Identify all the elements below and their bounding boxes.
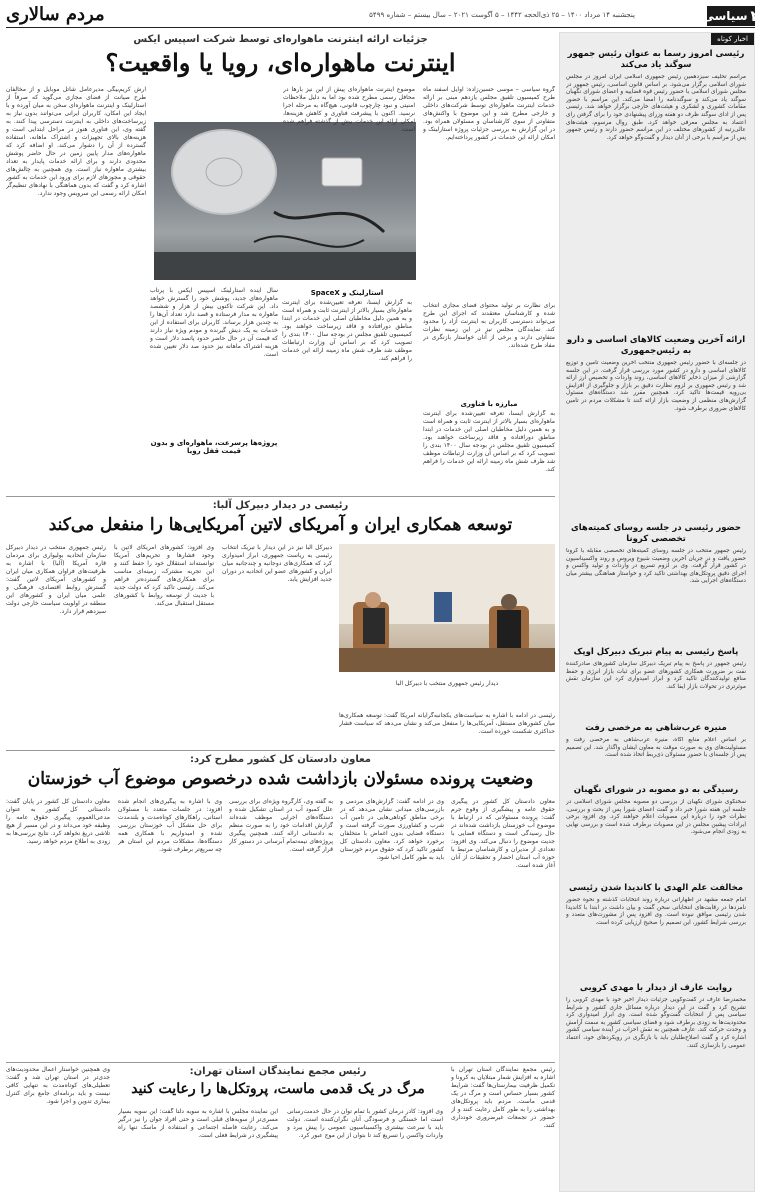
article-subhead: استارلینک و SpaceX	[310, 289, 384, 297]
article-column-group	[282, 287, 412, 492]
divider	[6, 1062, 555, 1063]
meeting-photo	[339, 544, 555, 672]
brief-body: در جلسه‌ای با حضور رئیس جمهوری منتخب آخرین وضعیت تامین و توزیع کالاهای اساسی و دارو در کشور مورد بررسی قرار گرفت. در این جلسه گزارشی از میزان ذخایر کالاهای اساسی، روند واردات و تخصیص ارز ارائه شد و رئیس جمهوری بر لزوم نظارت دقیق بر بازار و جلوگیری از افزایش بی‌رویه قیمت‌ها تاکید کرد. همچنین مقرر شد دستگاه‌های مسئول گزارش‌های منظمی از وضعیت بازار ارائه کنند تا مشکلات مردم در تامین کالاهای ضروری برطرف شود.	[566, 360, 746, 412]
article-column: به گزارش ایسنا، تعرفه تعیین‌شده برای اینترنت ماهواره‌ای بسیار بالاتر از اینترنت ثابت و همراه است و به همین دلیل مخاطبان اصلی این خدمات در ابتدا مناطق دورافتاده و فاقد زیرساخت خواهند بود. کمیسیون تلفیق مجلس در بودجه سال ۱۴۰۰ بندی را تصویب کرد که بر اساس آن وزارت ارتباطات موظف شد ظرف شش ماه زمینه ارائه این خدمات را فراهم کند.	[282, 299, 412, 362]
divider	[6, 750, 555, 751]
brief-item	[566, 723, 746, 785]
brief-body: مراسم تحلیف سیزدهمین رئیس جمهوری اسلامی ایران امروز در مجلس شورای اسلامی برگزار می‌شود. بر اساس قانون اساسی، رئیس جمهور در مجلس شورای اسلامی با حضور رئیس قوه قضاییه و اعضای شورای نگهبان سوگند یاد می‌کند و سوگندنامه را امضا می‌کند. این مراسم با حضور مقامات کشوری و لشکری و هیئت‌های خارجی برگزار خواهد شد. رئیسی پس از ادای سوگند ظرف دو هفته وزرای پیشنهادی خود را برای گرفتن رای اعتماد به مجلس معرفی خواهد کرد. طبق روال مرسوم، هیئت‌های عالی‌رتبه از کشورهای مختلف در این مراسم حضور دارند و رئیس جمهور پس از مراسم با برخی از آنان دیدار و گفت‌وگو خواهد کرد.	[566, 74, 746, 141]
brief-title: منیره عرب‌شاهی به مرخصی رفت	[585, 723, 727, 733]
brief-title: رسیدگی به دو مصوبه در شورای نگهبان	[573, 785, 739, 795]
article-column: وی افزود: کشورهای آمریکای لاتین با وجود فشارها و تحریم‌های آمریکا توانسته‌اند استقلال خود را حفظ کنند و این تجربه مشترک، زمینه‌ای مناسب برای همکاری‌های گسترده‌تر فراهم می‌کند. رئیسی تاکید کرد که دولت جدید با جدیت از توسعه روابط با کشورهای مستقل استقبال می‌کند.	[114, 544, 214, 607]
brief-title: پاسخ رئیسی به پیام تبریک دبیرکل اوپک	[573, 647, 739, 657]
article-headline: اینترنت ماهواره‌ای، رویا یا واقعیت؟	[105, 48, 456, 77]
section-box	[702, 6, 760, 26]
article-subhead: مبارزه با فناوری	[460, 400, 518, 408]
brief-body: سخنگوی شورای نگهبان از بررسی دو مصوبه مجلس شورای اسلامی در جلسه این هفته شورا خبر داد و گفت اعضای شورا پس از بحث و بررسی، نظرات خود را درباره این مصوبات اعلام خواهند کرد. وی افزود برخی ایرادات پیشین مجلس در این مصوبات برطرف شده است و بررسی نهایی به زودی انجام می‌شود.	[566, 799, 746, 836]
article-kicker: جزئیات ارائه اینترنت ماهواره‌ای توسط شرکت اسپیس ایکس	[133, 34, 428, 45]
article-column: موضوع اینترنت ماهواره‌ای پیش از این نیز بارها در محافل رسمی مطرح شده بود اما به دلیل ملاحظات امنیتی و نبود چارچوب قانونی، هیچ‌گاه به مرحله اجرا نرسید. اکنون با پیشرفت فناوری و کاهش هزینه‌ها، امکان ارائه این خدمات بیش از گذشته فراهم شده است.	[283, 86, 415, 133]
article-column: وی افزود: کادر درمان کشور با تمام توان در حال خدمت‌رسانی است اما خستگی و فرسودگی آنان نگران‌کننده است. دولت باید با سرعت بیشتری واکسیناسیون عمومی را پیش ببرد و واردات واکسن را تسریع کند تا بتوان از این موج عبور کرد.	[287, 1108, 443, 1139]
article-kicker: رئیسی در دیدار دبیرکل آلبا:	[212, 500, 349, 511]
article-subhead: پروژه‌ها پرسرعت، ماهواره‌ای و بدون قیمت قفل رویا	[150, 439, 278, 455]
article-column: به گفته وی، کارگروه ویژه‌ای برای بررسی علل کمبود آب در استان تشکیل شده و دستگاه‌های اجرایی موظف شده‌اند گزارش اقدامات خود را به صورت منظم به دادستانی ارائه کنند. همچنین پیگیری پروژه‌های نیمه‌تمام آبرسانی در دستور کار قرار گرفته است.	[229, 798, 333, 853]
issue-info: پنجشنبه ۱۴ مرداد ۱۴۰۰ – ۲۵ ذی‌الحجه ۱۴۴۲ – ۵ آگوست ۲۰۲۱ – سال بیستم – شماره ۵۴۹۹	[369, 11, 635, 19]
photo-caption: دیدار رئیس جمهوری منتخب با دبیرکل آلبا	[395, 680, 499, 687]
article-column: رئیسی در ادامه با اشاره به سیاست‌های یکجانبه‌گرایانه آمریکا گفت: توسعه همکاری‌ها میان کشورهای مستقل، آمریکایی‌ها را منفعل می‌کند و نشان می‌دهد که سیاست فشار حداکثری شکست خورده است.	[339, 712, 555, 735]
article-column: به گزارش ایسنا، تعرفه تعیین‌شده برای اینترنت ماهواره‌ای بسیار بالاتر از اینترنت ثابت و همراه است و به همین دلیل مخاطبان اصلی این خدمات در ابتدا مناطق دورافتاده و فاقد زیرساخت خواهند بود. کمیسیون تلفیق مجلس در بودجه سال ۱۴۰۰ بندی را تصویب کرد که بر اساس آن وزارت ارتباطات موظف شد ظرف شش ماه زمینه ارائه این خدمات را فراهم کند.	[423, 410, 555, 473]
brief-body: امام جمعه مشهد در اظهاراتی درباره روند انتخابات گذشته و نحوه حضور نامزدها در رقابت‌های انتخاباتی سخن گفت و بیان داشت در ابتدا با کاندیدا شدن رئیسی موافق نبوده است. وی افزود پس از مشورت‌های متعدد و بررسی شرایط کشور، این تصمیم را صحیح ارزیابی کرده است.	[566, 897, 746, 926]
brief-item	[566, 983, 746, 1187]
article-kicker: معاون دادستان کل کشور مطرح کرد:	[190, 754, 371, 765]
brief-title: رئیسی امروز رسما به عنوان رئیس جمهور سوگند یاد می‌کند	[567, 49, 745, 70]
article-column: این نماینده مجلس با اشاره به سویه دلتا گفت: این سویه بسیار مسری‌تر از سویه‌های قبلی است و حتی افراد جوان را نیز درگیر می‌کند. رعایت فاصله اجتماعی و استفاده از ماسک تنها راه پیشگیری در شرایط فعلی است.	[118, 1108, 278, 1139]
article-column: رئیس جمهوری منتخب در دیدار دبیرکل سازمان اتحادیه بولیواری برای مردمان قاره آمریکا (آلبا) با اشاره به ظرفیت‌های فراوان همکاری میان ایران و کشورهای آمریکای لاتین گفت: گسترش روابط اقتصادی، فرهنگی و علمی میان ایران و کشورهای این منطقه در اولویت سیاست خارجی دولت سیزدهم قرار دارد.	[6, 544, 106, 615]
meeting-illustration	[339, 544, 555, 672]
article-headline: وضعیت پرونده مسئولان بازداشت شده درخصوص موضوع آب خوزستان	[27, 769, 534, 789]
brief-body: بر اساس اعلام منابع آگاه، منیره عرب‌شاهی به مرخصی رفت و مسئولیت‌های وی به صورت موقت به معاون ایشان واگذار شد. این تصمیم پس از جلسه‌ای با حضور مسئولان ذی‌ربط اتخاذ شده است.	[566, 737, 746, 759]
article-column-group	[150, 287, 278, 492]
brief-title: روایت عارف از دیدار با مهدی کروبی	[579, 983, 733, 993]
brief-title: مخالفت علم الهدی با کاندیدا شدن رئیسی	[569, 883, 743, 893]
divider	[6, 496, 555, 497]
brief-item	[566, 523, 746, 648]
news-brief-column	[559, 32, 755, 1192]
brief-tag: اخبار کوتاه	[711, 33, 754, 45]
article-column: برای نظارت بر تولید محتوای فضای مجازی انتخاب شده و کارشناسان معتقدند که اجرای این طرح می‌تواند دسترسی کاربران به اینترنت آزاد را محدود کند. نمایندگان مجلس نیز در این زمینه نظرات متفاوتی دارند و برخی از آنان خواستار بازنگری در مفاد طرح شده‌اند.	[423, 302, 555, 349]
masthead	[6, 4, 760, 28]
article-column: دبیرکل آلبا نیز در این دیدار با تبریک انتخاب رئیسی به ریاست جمهوری، ابراز امیدواری کرد که همکاری‌های دوجانبه و چندجانبه میان ایران و کشورهای عضو این اتحادیه در دوران جدید افزایش یابد.	[222, 544, 332, 583]
article-column: رئیس مجمع نمایندگان استان تهران با اشاره به افزایش شمار مبتلایان به کرونا و تکمیل ظرفیت بیمارستان‌ها گفت: شرایط کشور بسیار حساس است و مرگ در یک قدمی ماست. مردم باید پروتکل‌های بهداشتی را به طور کامل رعایت کنند و از حضور در تجمعات غیرضروری خودداری کنند.	[451, 1066, 555, 1129]
section-name: سیاسی	[702, 9, 748, 23]
brief-body: رئیس جمهور منتخب در جلسه روسای کمیته‌های تخصصی مقابله با کرونا حضور یافت و در جریان آخرین وضعیت شیوع ویروس و روند واکسیناسیون در کشور قرار گرفت. وی بر لزوم تسریع در واردات و تولید واکسن و اجرای دقیق پروتکل‌های بهداشتی تاکید کرد و خواستار هماهنگی بیشتر میان دستگاه‌های اجرایی شد.	[566, 548, 746, 585]
article-column-group	[423, 302, 555, 492]
brief-body: محمدرضا عارف در گفت‌وگویی جزئیات دیدار اخیر خود با مهدی کروبی را تشریح کرد و گفت در این دیدار درباره مسائل جاری کشور و شرایط سیاسی پس از انتخابات گفت‌وگو شده است. وی ابراز امیدواری کرد محدودیت‌ها به زودی برطرف شود و فضای سیاسی کشور به سمت آرامش و وحدت حرکت کند. عارف همچنین به نقش احزاب در آینده سیاسی کشور اشاره کرد و گفت اصلاح‌طلبان باید با بازنگری در رویکردهای خود، اعتماد عمومی را بازسازی کنند.	[566, 997, 746, 1049]
article-column: معاون دادستان کل کشور در پایان گفت: دادستانی کل کشور به عنوان مدعی‌العموم، پیگیری حقوق عامه را وظیفه خود می‌داند و در این مسیر از هیچ تلاشی دریغ نخواهد کرد. نتایج بررسی‌ها به زودی به اطلاع مردم خواهد رسید.	[6, 798, 110, 845]
article-lead: گروه سیاسی – موسی حسین‌زاده: اوایل اسفند ماه طرح کمیسیون تلفیق مجلس یازدهم مبنی بر ارائه خدمات اینترنت ماهواره‌ای توسط شرکت‌های داخلی و خارجی مطرح شد و این موضوع با واکنش‌های متفاوتی از سوی کارشناسان و مسئولان همراه بود. در این گزارش به بررسی جزئیات پروژه استارلینک و امکان ارائه این خدمات در کشور پرداخته‌ایم.	[423, 86, 555, 141]
brief-title: حضور رئیسی در جلسه روسای کمیته‌های تخصصی کرونا	[570, 523, 742, 544]
brief-item	[566, 335, 746, 510]
brief-title: ارائه آخرین وضعیت کالاهای اساسی و دارو به رئیس‌جمهوری	[566, 335, 746, 356]
brief-item	[566, 883, 746, 981]
article-kicker: رئیس مجمع نمایندگان استان تهران:	[189, 1066, 367, 1077]
article-column: سال آینده استارلینک اسپیس ایکس با پرتاب ماهواره‌های جدید، پوشش خود را گسترش خواهد داد. این شرکت تاکنون بیش از هزار و ششصد ماهواره به مدار فرستاده و قصد دارد تعداد آن‌ها را به چندین هزار برساند. کاربران برای استفاده از این خدمات به یک دیش گیرنده و مودم ویژه نیاز دارند که قیمت آن در حال حاضر حدود پانصد دلار است و هزینه اشتراک ماهانه نیز حدود صد دلار تعیین شده است.	[150, 287, 278, 358]
article-column: وی با اشاره به پیگیری‌های انجام شده افزود: در جلسات متعدد با مسئولان استانی، راهکارهای کوتاه‌مدت و بلندمدت برای حل مشکل آب خوزستان بررسی شده و امیدواریم با همکاری همه دستگاه‌ها، مشکلات مردم این استان هر چه سریع‌تر برطرف شود.	[118, 798, 222, 853]
brief-item	[566, 785, 746, 883]
article-headline: توسعه همکاری ایران و آمریکای لاتین آمریکایی‌ها را منفعل می‌کند	[48, 515, 513, 535]
section-number: ۲	[750, 7, 760, 25]
article-column: وی در ادامه گفت: گزارش‌های مردمی و بازرسی‌های میدانی نشان می‌دهد که در برخی مناطق کوتاهی‌هایی در تامین آب شرب و کشاورزی صورت گرفته است و دستگاه قضایی بدون اغماض با متخلفان برخورد خواهد کرد. معاون دادستان کل کشور تاکید کرد که حقوق مردم خوزستان باید به طور کامل احیا شود.	[340, 798, 444, 861]
brief-body: رئیس جمهور در پاسخ به پیام تبریک دبیرکل سازمان کشورهای صادرکننده نفت بر ضرورت همکاری کشورهای عضو برای ثبات بازار انرژی و حفظ منافع تولیدکنندگان تاکید کرد و ابراز امیدواری کرد این سازمان نقش موثرتری در تحولات بازار ایفا کند.	[566, 661, 746, 690]
article-column: آرش کریم‌بیگی مدیرعامل شاتل موبایل و از مخالفان طرح صیانت از فضای مجازی می‌گوید که صرفاً از استارلینک و اینترنت ماهواره‌ای سخن به میان آورده و با ایجاد این امکان، کاربران ایرانی می‌توانند بدون نیاز به زیرساخت‌های داخلی به اینترنت دسترسی پیدا کنند. به گفته وی، این فناوری هنوز در مراحل ابتدایی است و هزینه‌های بالای تجهیزات و اشتراک ماهانه، استفاده گسترده از آن را دشوار می‌کند. او اضافه کرد که ماهواره‌های مدار پایین زمین در حال حاضر پوشش محدودی دارند و برای ارائه خدمات پایدار به تعداد بیشتری ماهواره نیاز است. وی همچنین به چالش‌های حقوقی و مجوزهای لازم برای ورود این خدمات به کشور اشاره کرد و گفت که بدون هماهنگی با نهادهای تنظیم‌گر امکان ارائه رسمی این سرویس وجود ندارد.	[6, 86, 146, 197]
article-headline: مرگ در یک قدمی ماست، پروتکل‌ها را رعایت کنید	[131, 1081, 425, 1097]
article-column: وی همچنین خواستار اعمال محدودیت‌های جدی‌تر در استان تهران شد و گفت: تعطیلی‌های کوتاه‌مدت به تنهایی کافی نیست و باید برنامه‌ای جامع برای کنترل بیماری تدوین و اجرا شود.	[6, 1066, 110, 1105]
brief-item	[566, 647, 746, 725]
brief-item	[566, 49, 746, 314]
article-column: معاون دادستان کل کشور در پیگیری حقوق عامه و پیشگیری از وقوع جرم گفت: پرونده مسئولانی که در ارتباط با موضوع آب خوزستان بازداشت شده‌اند در حال رسیدگی است و دستگاه قضایی با جدیت موضوع را دنبال می‌کند. وی افزود: تعدادی از مدیران و کارشناسان مرتبط با حوزه آب استان احضار و تحقیقات از آنان آغاز شده است.	[451, 798, 555, 869]
newspaper-logo: مردم سالاری	[6, 4, 105, 25]
